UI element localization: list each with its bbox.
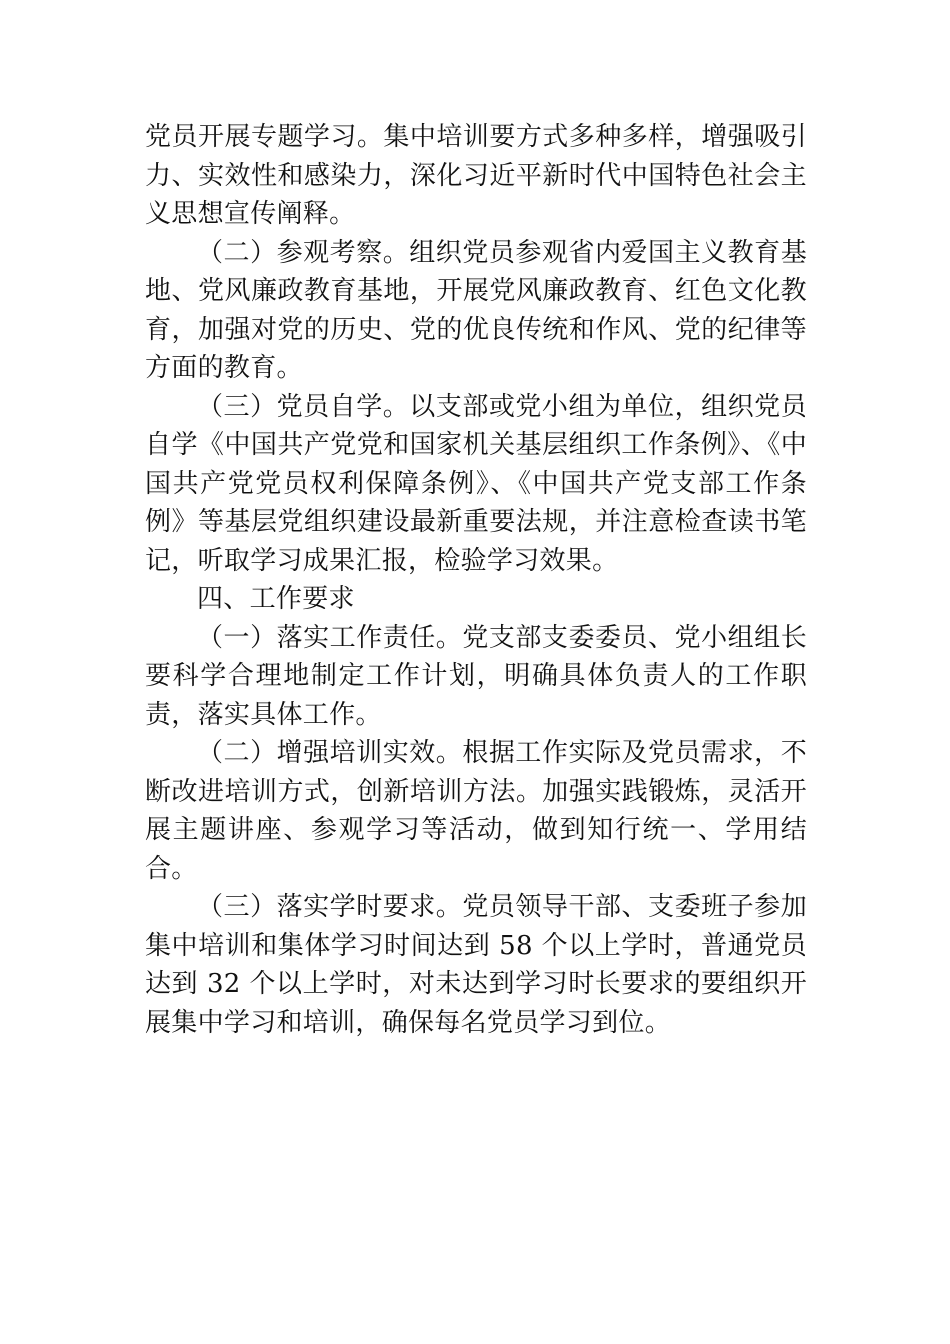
paragraph-training-effectiveness: （二）增强培训实效。根据工作实际及党员需求，不断改进培训方式，创新培训方法。加强实践锻炼，灵活开展主题讲座、参观学习等活动，做到知行统一、学用结合。 [145,738,807,884]
paragraph-site-visits: （二）参观考察。组织党员参观省内爱国主义教育基地、党风廉政教育基地，开展党风廉政教育、红色文化教育，加强对党的历史、党的优良传统和作风、党的纪律等方面的教育。 [145,237,807,383]
document-page [145,118,807,1042]
paragraph-study-hours: （三）落实学时要求。党员领导干部、支委班子参加集中培训和集体学习时间达到 58 个以上学时，普通党员达到 32 个以上学时，对未达到学习时长要求的要组织开展集中学习和培训，确保每名党员学习到位。 [145,892,807,1038]
section-heading-work-requirements: 四、工作要求 [197,584,355,614]
paragraph-responsibility: （一）落实工作责任。党支部支委委员、党小组组长要科学合理地制定工作计划，明确具体负责人的工作职责，落实具体工作。 [145,622,807,730]
paragraph-self-study: （三）党员自学。以支部或党小组为单位，组织党员自学《中国共产党党和国家机关基层组织工作条例》、《中国共产党党员权利保障条例》、《中国共产党支部工作条例》等基层党组织建设最新重要法规，并注意检查读书笔记，听取学习成果汇报，检验学习效果。 [145,391,807,576]
paragraph-training-methods: 党员开展专题学习。集中培训要方式多种多样，增强吸引力、实效性和感染力，深化习近平新时代中国特色社会主义思想宣传阐释。 [145,122,807,229]
